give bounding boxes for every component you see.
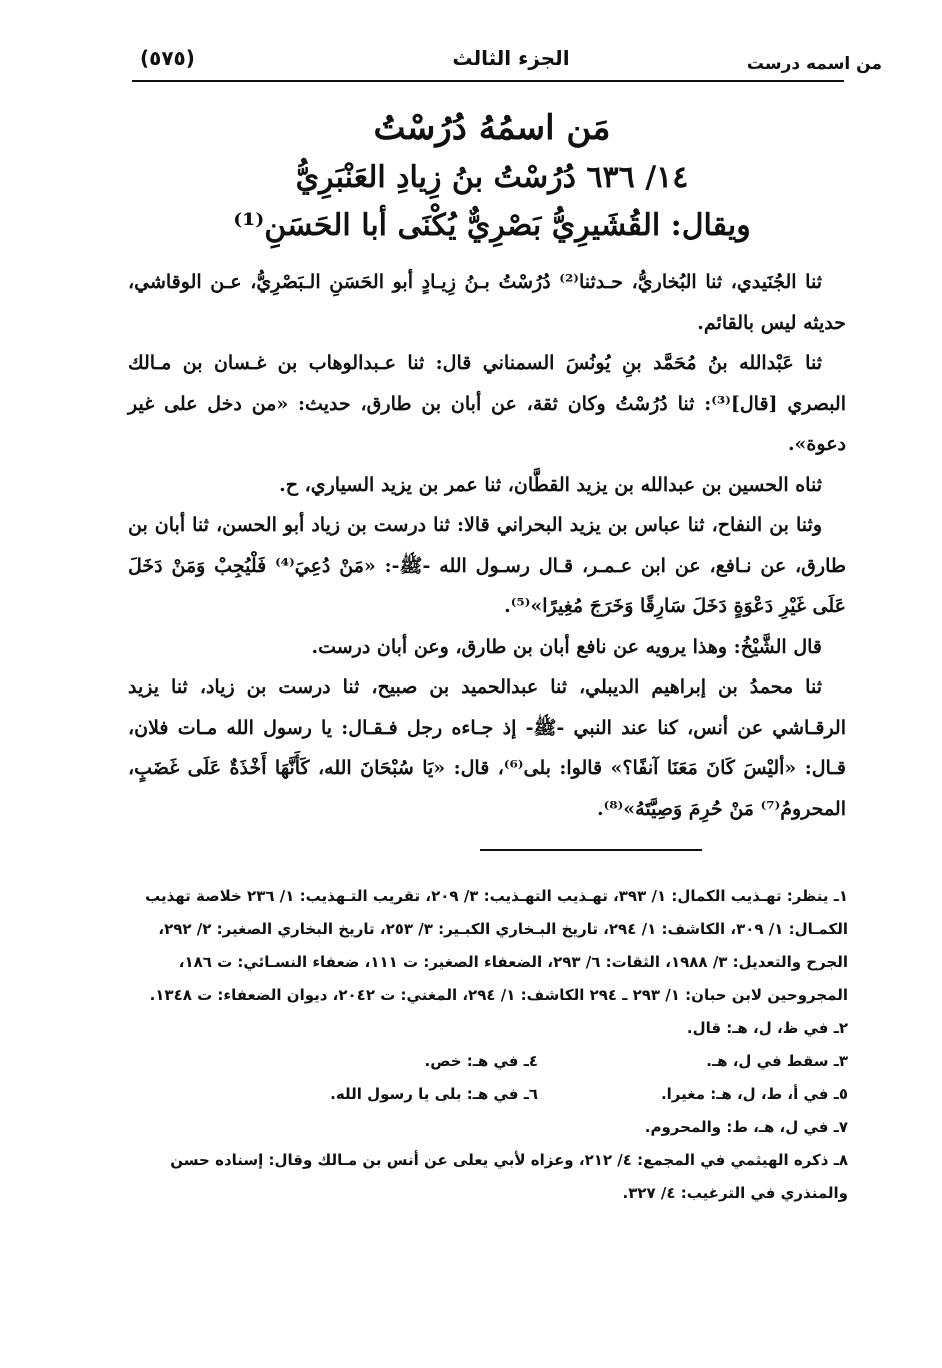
- paragraph: ثناه الحسين بن عبدالله بن يزيد القطَّان، ثنا عمر بن يزيد السياري، ح.: [279, 473, 822, 496]
- footnotes: [112, 880, 848, 1210]
- paragraph: ثنا محمدُ بن إبراهيم الديبلي، ثنا عبدالحميد بن صبيح، ثنا درست بن زياد، ثنا يزيد الرقـاشي عن أنس، كنا عند النبي -ﷺ- إذ جـاءه رجل فـقـال: يا رسول الله مـات فلان، قـال: «أليْسَ كَانَ مَعَنَا آنفًا؟» قالوا: بلى⁽⁶⁾، قال: «يَا سُبْحَانَ الله، كَأَنَّهَا أَخْذَةٌ عَلَى غَضَبٍ، المحرومُ⁽⁷⁾ مَنْ حُرِمَ وَصِيَّتَهُ»⁽⁸⁾.: [128, 676, 846, 820]
- footnote-row: [112, 1078, 848, 1111]
- running-header: [140, 42, 882, 82]
- footnote: ٧ـ في ل، هـ، ط: والمحروم.: [644, 1118, 848, 1136]
- footnote-separator: [480, 849, 702, 851]
- footnote-row: [112, 1045, 848, 1078]
- footnote: ٤ـ في هـ: خص.: [424, 1052, 538, 1070]
- footnote: ٢ـ في ظ، ل، هـ: قال.: [686, 1019, 848, 1037]
- footnote: ٣ـ سقط في ل، هـ.: [706, 1052, 848, 1070]
- entry-subtitle: ويقال: القُشَيرِيُّ بَصْرِيٌّ يُكْنَى أبا الحَسَنِ⁽¹⁾: [233, 208, 751, 243]
- entry-title: ١٤/ ٦٣٦ دُرُسْتُ بنُ زِيادِ العَنْبَرِيُّ: [295, 160, 689, 195]
- footnote: ٥ـ في أ، ط، ل، هـ: مغيرا.: [660, 1085, 848, 1103]
- volume-label: الجزء الثالث: [452, 46, 570, 70]
- paragraph: قال الشَّيْخُ: وهذا يرويه عن نافع أبان بن طارق، وعن أبان درست.: [311, 635, 822, 658]
- header-rule: [132, 80, 844, 82]
- paragraph: ثنا الجُنَيدي، ثنا البُخاريُّ، حـدثنا⁽²⁾ دُرُسْتُ بـنُ زِيـادٍ أبو الحَسَنِ الـبَصْرِيُّ، عـن الوقاشي، حديثه ليس بالقائم.: [128, 271, 846, 334]
- footnote: ٨ـ ذكره الهيثمي في المجمع: ٤/ ٢١٢، وعزاه لأبي يعلى عن أنس بن مـالك وقال: إسناده حسن والمنذري في الترغيب: ٤/ ٣٢٧.: [170, 1151, 848, 1202]
- main-text: [128, 262, 846, 829]
- paragraph: وثنا بن النفاح، ثنا عباس بن يزيد البحراني قالا: ثنا درست بن زياد أبو الحسن، ثنا أبان بن طارق، عن نـافع، عن ابن عـمـر، قـال رسـول الله -ﷺ-: «مَنْ دُعِيَ⁽⁴⁾ فَلْيُجِبْ وَمَنْ دَخَلَ عَلَى غَيْرِ دَعْوَةٍ دَخَلَ سَارِقًا وَخَرَجَ مُغِيرًا»⁽⁵⁾.: [128, 514, 846, 617]
- paragraph: ثنا عَبْدالله بنُ مُحَمَّد بنِ يُونُسَ السمناني قال: ثنا عـبدالوهاب بن غـسان بن مـالك البصري [قال]⁽³⁾: ثنا دُرُسْتُ وكان ثقة، عن أبان بن طارق، حديث: «من دخل على غير دعوة».: [128, 352, 846, 455]
- footnote: ١ـ ينظر: تهـذيب الكمال: ١/ ٣٩٣، تهـذيب التهـذيب: ٣/ ٢٠٩، تقريب التـهذيب: ١/ ٢٣٦ خلاصة تهذيب الكمـال: ١/ ٣٠٩، الكاشف: ١/ ٢٩٤، تاريخ البـخاري الكبـير: ٣/ ٢٥٣، تاريخ البخاري الصغير: ٢/ ٢٩٢، الجرح والتعديل: ٣/ ١٩٨٨، الثقات: ٦/ ٢٩٣، الضعفاء الصغير: ت ١١١، ضعفاء النسـائي: ت ١٨٦، المجروحين لابن حبان: ١/ ٢٩٣ ـ ٢٩٤ الكاشف: ١/ ٢٩٤، المغني: ت ٢٠٤٢، ديوان الضعفاء: ت ١٣٤٨.: [145, 887, 848, 1004]
- section-title: مَن اسمُهُ دُرُسْتُ: [373, 108, 611, 148]
- page-number: (٥٧٥): [140, 46, 195, 70]
- footnote: ٦ـ في هـ: بلى يا رسول الله.: [330, 1085, 538, 1103]
- section-running-title: من اسمه درست: [746, 54, 882, 74]
